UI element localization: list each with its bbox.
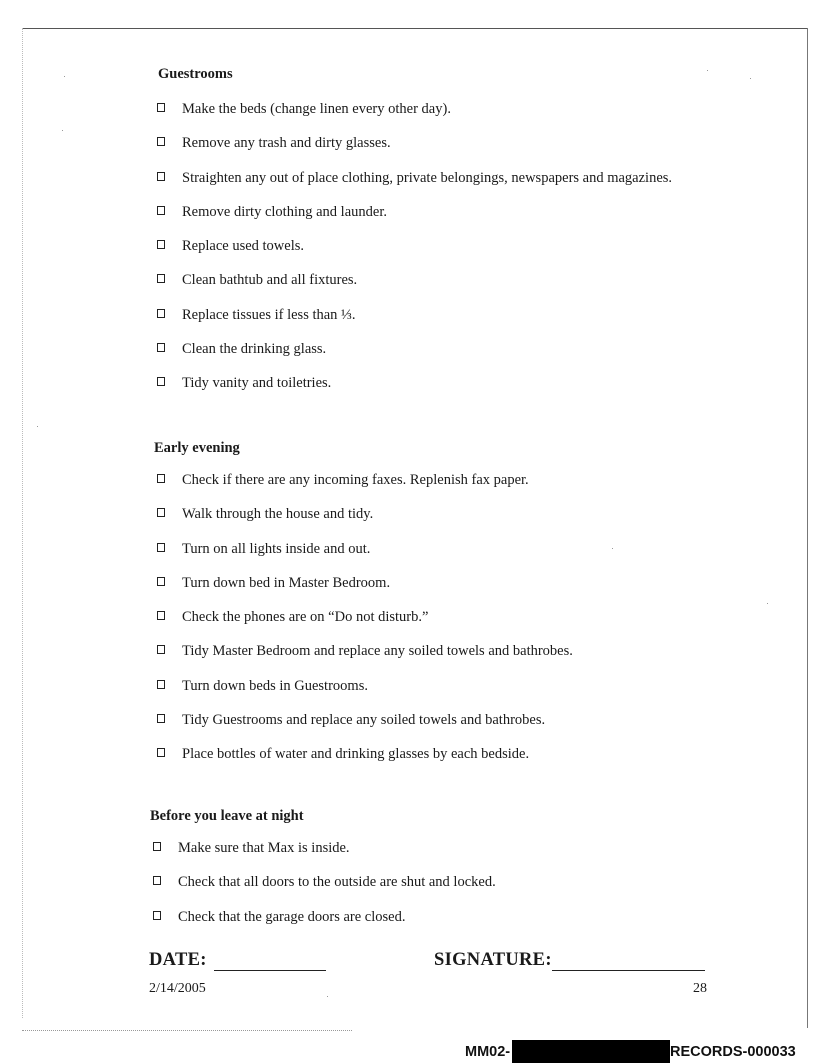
checklist-item-text: Clean bathtub and all fixtures. <box>182 272 358 289</box>
before-leaving-heading: Before you leave at night <box>150 808 304 824</box>
checklist-item <box>150 307 770 341</box>
page-border-top <box>22 28 808 29</box>
scan-speck <box>327 996 328 997</box>
checkbox-icon[interactable] <box>157 377 165 386</box>
checkbox-icon[interactable] <box>153 911 161 920</box>
checklist-item <box>150 101 770 135</box>
redaction-box <box>512 1040 670 1063</box>
scan-speck <box>64 76 65 77</box>
checklist-item-text: Clean the drinking glass. <box>182 341 327 358</box>
checkbox-icon[interactable] <box>157 343 165 352</box>
checkbox-icon[interactable] <box>157 714 165 723</box>
checklist-item <box>150 746 770 780</box>
checklist-item <box>150 575 770 609</box>
checklist-item <box>150 238 770 272</box>
checklist-item-text: Remove dirty clothing and launder. <box>182 203 387 220</box>
checkbox-icon[interactable] <box>157 474 165 483</box>
checkbox-icon[interactable] <box>157 748 165 757</box>
checklist-item-text: Tidy Guestrooms and replace any soiled towels and bathrobes. <box>182 712 546 729</box>
checklist-item <box>150 840 770 874</box>
checklist-item-text: Walk through the house and tidy. <box>182 506 374 523</box>
bates-prefix: MM02- <box>465 1044 511 1060</box>
checklist-item-text: Straighten any out of place clothing, private belongings, newspapers and magazines. <box>182 169 673 186</box>
checklist-item <box>150 712 770 746</box>
signature-blank-line[interactable] <box>552 970 705 971</box>
scan-speck <box>37 426 38 427</box>
checkbox-icon[interactable] <box>157 274 165 283</box>
bates-suffix: RECORDS-000033 <box>670 1044 796 1060</box>
signature-label: SIGNATURE: <box>434 950 552 970</box>
checkbox-icon[interactable] <box>157 645 165 654</box>
checklist-item-text: Turn on all lights inside and out. <box>182 540 371 557</box>
checkbox-icon[interactable] <box>157 577 165 586</box>
checklist-item <box>150 541 770 575</box>
checkbox-icon[interactable] <box>157 309 165 318</box>
page-border-bottom <box>22 1030 352 1031</box>
checklist-item <box>150 678 770 712</box>
checkbox-icon[interactable] <box>157 103 165 112</box>
checklist-item <box>150 170 770 204</box>
checklist-item <box>150 874 770 908</box>
checklist-item <box>150 341 770 375</box>
checklist-item-text: Turn down bed in Master Bedroom. <box>182 574 391 591</box>
checklist-item-text: Make sure that Max is inside. <box>178 840 350 856</box>
checkbox-icon[interactable] <box>157 206 165 215</box>
checklist-item <box>150 472 770 506</box>
guestrooms-section <box>150 66 770 410</box>
checkbox-icon[interactable] <box>157 137 165 146</box>
checklist-item-text: Remove any trash and dirty glasses. <box>182 135 391 152</box>
checkbox-icon[interactable] <box>157 240 165 249</box>
checklist-item-text: Check the phones are on “Do not disturb.” <box>182 609 429 626</box>
checkbox-icon[interactable] <box>153 876 161 885</box>
checkbox-icon[interactable] <box>157 543 165 552</box>
checklist-item-text: Tidy vanity and toiletries. <box>182 375 332 392</box>
early-evening-section <box>150 440 770 781</box>
date-blank-line[interactable] <box>214 970 326 971</box>
checklist-item <box>150 375 770 409</box>
checkbox-icon[interactable] <box>157 680 165 689</box>
checklist-item-text: Check that the garage doors are closed. <box>178 908 406 925</box>
checklist-item <box>150 204 770 238</box>
checklist-item-text: Replace used towels. <box>182 238 305 255</box>
checklist-item-text: Tidy Master Bedroom and replace any soiled towels and bathrobes. <box>182 643 573 660</box>
scan-speck <box>62 130 63 131</box>
footer-date: 2/14/2005 <box>149 981 206 996</box>
before-leaving-section <box>150 808 770 943</box>
checklist-item <box>150 609 770 643</box>
date-label: DATE: <box>149 950 207 970</box>
page-border-left <box>22 28 23 1018</box>
checklist-item-text: Make the beds (change linen every other day). <box>182 101 451 117</box>
early-evening-heading: Early evening <box>154 440 240 456</box>
checkbox-icon[interactable] <box>157 508 165 517</box>
checklist-item <box>150 909 770 943</box>
checklist-item <box>150 506 770 540</box>
signoff-row <box>149 950 709 974</box>
checklist-item <box>150 135 770 169</box>
checklist-item-text: Check that all doors to the outside are shut and locked. <box>178 874 496 891</box>
checkbox-icon[interactable] <box>153 842 161 851</box>
guestrooms-heading: Guestrooms <box>158 66 233 82</box>
checkbox-icon[interactable] <box>157 611 165 620</box>
page-border-right <box>807 28 808 1028</box>
checklist-item-text: Replace tissues if less than ⅓. <box>182 306 356 323</box>
checklist-item <box>150 272 770 306</box>
checklist-item-text: Turn down beds in Guestrooms. <box>182 677 368 694</box>
checklist-item <box>150 643 770 677</box>
checkbox-icon[interactable] <box>157 172 165 181</box>
checklist-item-text: Check if there are any incoming faxes. Replenish fax paper. <box>182 472 529 488</box>
checklist-item-text: Place bottles of water and drinking glasses by each bedside. <box>182 746 530 763</box>
page-number: 28 <box>693 981 707 996</box>
